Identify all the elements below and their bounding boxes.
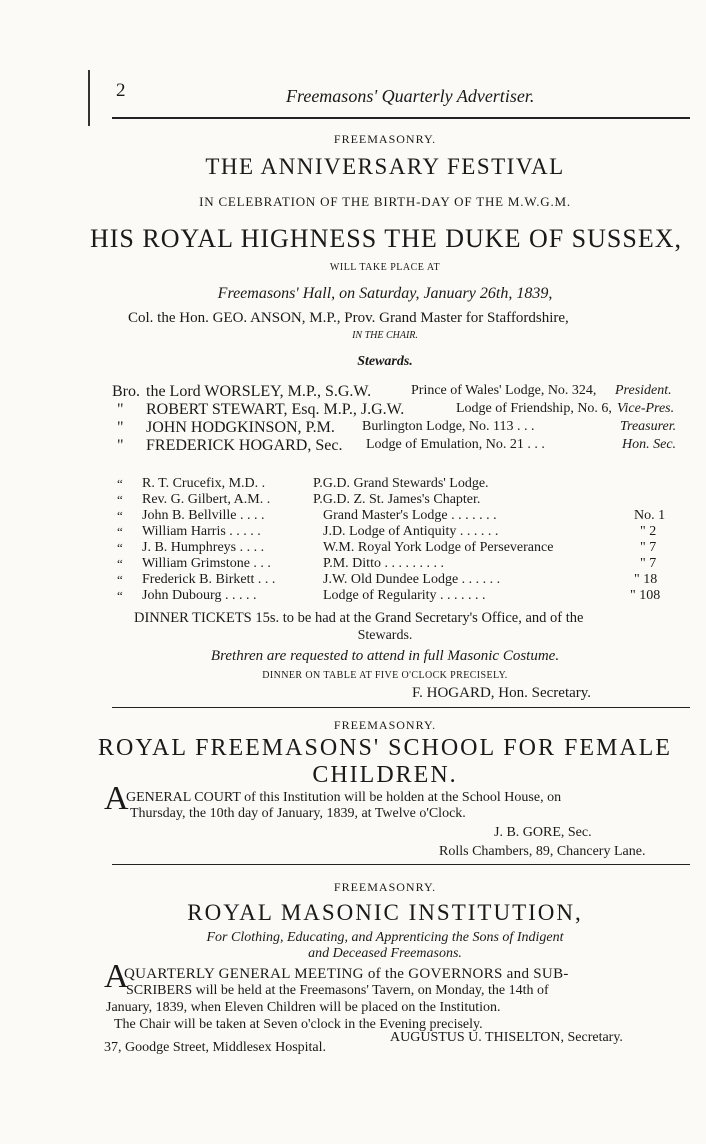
ad1-venue: Freemasons' Hall, on Saturday, January 26th, 1839, [217,285,553,302]
header-rule [112,117,690,119]
ditto-mark: “ [117,556,123,571]
margin-rule [88,70,90,126]
officer-row [0,401,706,417]
officer-prefix: " [117,419,124,436]
officer-role: President. [615,383,672,398]
ditto-mark: “ [117,492,123,507]
ad1-stewards-heading: Stewards. [357,354,413,369]
steward-lodge: Lodge of Regularity . . . . . . . [323,588,486,603]
officer-lodge: Prince of Wales' Lodge, No. 324, [411,383,597,398]
ad2-body-line1: GENERAL COURT of this Institution will be holden at the School House, on [126,790,562,805]
ad2-title-line2: CHILDREN. [312,762,458,788]
steward-number: " 108 [630,588,661,603]
ad2-dropcap: A [104,780,129,817]
steward-number: " 2 [640,524,657,539]
officer-prefix: " [117,401,124,418]
ad3-body-line2: SCRIBERS will be held at the Freemasons' Tavern, on Monday, the 14th of [126,983,549,998]
ad1-will-take-place: WILL TAKE PLACE AT [329,262,441,273]
steward-name: John B. Bellville . . . . [142,508,265,523]
ad1-honoree: HIS ROYAL HIGHNESS THE DUKE OF SUSSEX, [90,224,682,253]
steward-name: Rev. G. Gilbert, A.M. . [142,492,271,507]
officer-lodge: Burlington Lodge, No. 113 . . . [362,419,535,434]
ad3-body-line1: QUARTERLY GENERAL MEETING of the GOVERNORS and SUB- [124,966,569,982]
steward-row [0,476,706,492]
officer-name: the Lord WORSLEY, M.P., S.G.W. [146,383,372,400]
officer-lodge: Lodge of Emulation, No. 21 . . . [366,437,545,452]
officer-role: Hon. Sec. [622,437,677,452]
ad2-title-line1: ROYAL FREEMASONS' SCHOOL FOR FEMALE [98,735,672,761]
steward-lodge: Grand Master's Lodge . . . . . . . [323,508,497,523]
officer-role: Treasurer. [620,419,677,434]
ad1-dinner-time: DINNER ON TABLE AT FIVE O'CLOCK PRECISELY. [262,670,508,681]
steward-lodge: P.M. Ditto . . . . . . . . . [323,556,444,571]
ad2-signature: J. B. GORE, Sec. [494,825,592,840]
ad2-body-line2: Thursday, the 10th day of January, 1839, at Twelve o'Clock. [130,806,466,821]
ditto-mark: “ [117,508,123,523]
officer-name: JOHN HODGKINSON, P.M. [146,419,335,436]
steward-lodge: W.M. Royal York Lodge of Perseverance [323,540,554,555]
ad1-tickets-line2: Stewards. [357,628,413,643]
ad3-kicker: FREEMASONRY. [333,880,437,894]
officer-prefix: " [117,437,124,454]
steward-row [0,588,706,604]
steward-row [0,540,706,556]
ad3-dropcap: A [104,958,129,995]
steward-name: William Harris . . . . . [142,524,261,539]
steward-name: Frederick B. Birkett . . . [142,572,276,587]
officer-role: Vice-Pres. [617,401,675,416]
steward-lodge: P.G.D. Grand Stewards' Lodge. [313,476,489,491]
divider-rule [112,707,690,708]
ad1-costume: Brethren are requested to attend in full Masonic Costume. [210,648,560,664]
steward-name: William Grimstone . . . [142,556,271,571]
ad1-in-chair: IN THE CHAIR. [352,330,418,341]
ad3-address: 37, Goodge Street, Middlesex Hospital. [104,1040,327,1055]
steward-row [0,572,706,588]
ad3-body-line4: The Chair will be taken at Seven o'clock in the Evening precisely. [114,1017,483,1032]
officer-row [0,419,706,435]
steward-number: No. 1 [634,508,666,523]
officer-lodge: Lodge of Friendship, No. 6, [456,401,612,416]
steward-row [0,556,706,572]
steward-lodge: J.W. Old Dundee Lodge . . . . . . [323,572,501,587]
steward-number: " 7 [640,556,657,571]
steward-lodge: P.G.D. Z. St. James's Chapter. [313,492,481,507]
ditto-mark: “ [117,588,123,603]
steward-number: " 7 [640,540,657,555]
ad3-body-line3: January, 1839, when Eleven Children will be placed on the Institution. [106,1000,501,1015]
ditto-mark: “ [117,524,123,539]
ad1-kicker: FREEMASONRY. [333,132,437,146]
ad3-subtitle-line2: and Deceased Freemasons. [308,946,462,961]
steward-row [0,524,706,540]
officer-name: FREDERICK HOGARD, Sec. [146,437,343,454]
steward-row [0,492,706,508]
ad1-tickets-line1: DINNER TICKETS 15s. to be had at the Grand Secretary's Office, and of the [134,610,584,626]
ad3-title: ROYAL MASONIC INSTITUTION, [187,900,583,925]
ad3-signature: AUGUSTUS U. THISELTON, Secretary. [390,1030,623,1045]
steward-name: John Dubourg . . . . . [142,588,257,603]
officer-prefix: Bro. [112,383,140,400]
steward-row [0,508,706,524]
steward-name: J. B. Humphreys . . . . [142,540,265,555]
ditto-mark: “ [117,476,123,491]
ad1-chair-line: Col. the Hon. GEO. ANSON, M.P., Prov. Grand Master for Staffordshire, [128,310,569,326]
page-number: 2 [116,80,126,101]
ad1-signature: F. HOGARD, Hon. Secretary. [412,685,592,701]
running-title: Freemasons' Quarterly Advertiser. [286,86,535,106]
ad1-subtitle: IN CELEBRATION OF THE BIRTH-DAY OF THE M.W.G.M. [199,194,571,209]
ad3-subtitle-line1: For Clothing, Educating, and Apprenticing the Sons of Indigent [206,930,564,945]
divider-rule [112,864,690,865]
officer-row [0,383,706,399]
steward-lodge: J.D. Lodge of Antiquity . . . . . . [323,524,499,539]
ditto-mark: “ [117,540,123,555]
officer-row [0,437,706,453]
ad2-kicker: FREEMASONRY. [333,718,437,732]
ad2-address: Rolls Chambers, 89, Chancery Lane. [439,844,646,859]
steward-number: " 18 [634,572,658,587]
steward-name: R. T. Crucefix, M.D. . [142,476,266,491]
officer-name: ROBERT STEWART, Esq. M.P., J.G.W. [146,401,405,418]
ditto-mark: “ [117,572,123,587]
ad1-title: THE ANNIVERSARY FESTIVAL [205,154,565,179]
